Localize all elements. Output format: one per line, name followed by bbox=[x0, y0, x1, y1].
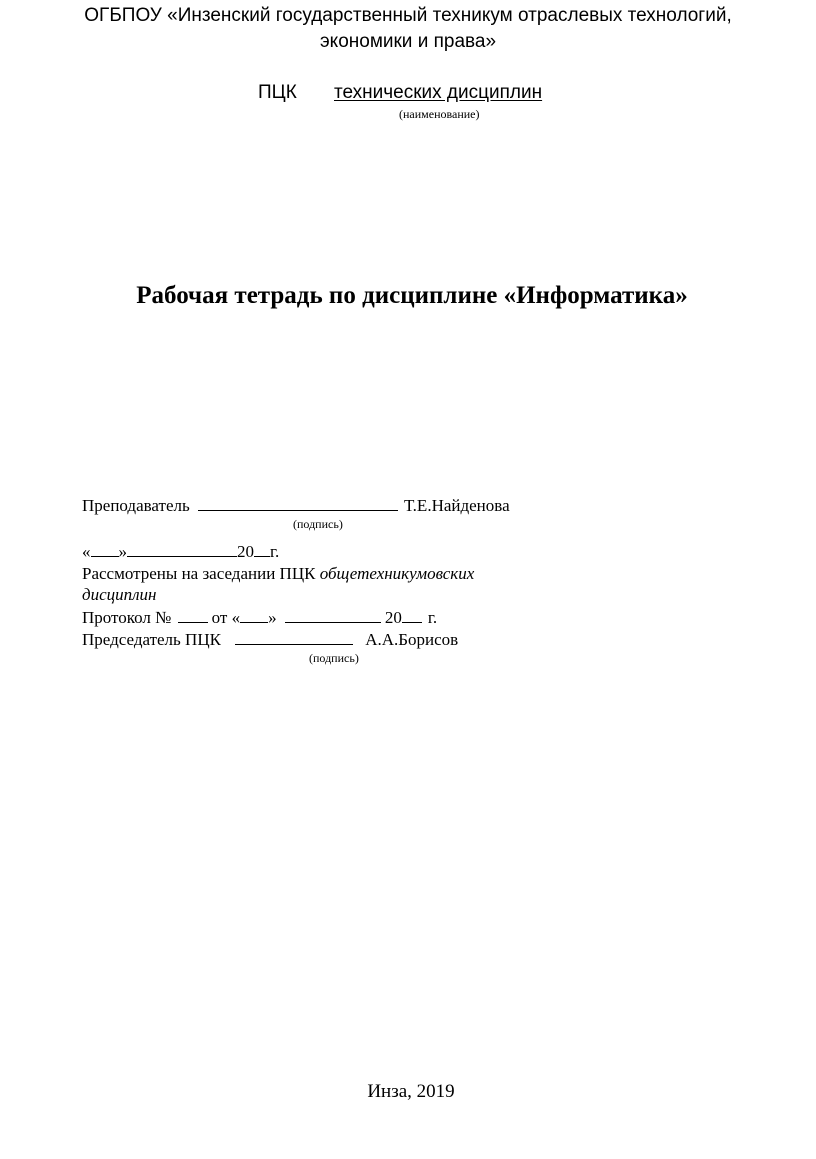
pck-name: технических дисциплин bbox=[334, 82, 543, 103]
pck-row bbox=[258, 81, 543, 105]
protocol-from: от « bbox=[211, 608, 241, 627]
chair-name: А.А.Борисов bbox=[365, 630, 459, 649]
chair-line bbox=[82, 629, 458, 650]
teacher-signature-caption: (подпись) bbox=[293, 517, 343, 531]
date-line bbox=[82, 541, 279, 562]
organization-line-2: экономики и права» bbox=[319, 31, 497, 52]
protocol-year-prefix: 20 bbox=[384, 608, 402, 627]
chair-signature-caption: (подпись) bbox=[309, 651, 359, 665]
teacher-signature-blank bbox=[198, 495, 398, 511]
protocol-year-suffix: г. bbox=[427, 608, 438, 627]
protocol-day-blank bbox=[240, 607, 268, 623]
date-year-prefix: 20 bbox=[237, 542, 254, 561]
considered-prefix: Рассмотрены на заседании ПЦК bbox=[82, 564, 316, 583]
considered-committee: общетехникумовских bbox=[319, 564, 475, 583]
protocol-label: Протокол № bbox=[82, 608, 172, 627]
date-month-blank bbox=[127, 541, 237, 557]
protocol-line bbox=[82, 607, 437, 628]
date-year-blank bbox=[254, 541, 270, 557]
date-year-suffix: г. bbox=[270, 542, 280, 561]
chair-label: Председатель ПЦК bbox=[82, 630, 221, 649]
protocol-number-blank bbox=[178, 607, 208, 623]
protocol-year-blank bbox=[402, 607, 422, 623]
date-day-blank bbox=[91, 541, 119, 557]
considered-line bbox=[82, 563, 474, 584]
name-caption: (наименование) bbox=[399, 107, 480, 121]
teacher-name: Т.Е.Найденова bbox=[404, 496, 510, 515]
teacher-line bbox=[82, 495, 510, 516]
considered-committee-cont: дисциплин bbox=[82, 585, 157, 604]
chair-signature-blank bbox=[235, 629, 353, 645]
date-close-quote: » bbox=[118, 542, 127, 561]
pck-label: ПЦК bbox=[258, 82, 297, 103]
organization-line-1: ОГБПОУ «Инзенский государственный техникум отраслевых технологий, bbox=[84, 5, 732, 26]
teacher-label: Преподаватель bbox=[82, 496, 190, 515]
protocol-month-blank bbox=[285, 607, 381, 623]
city-year: Инза, 2019 bbox=[367, 1081, 455, 1102]
protocol-close-quote: » bbox=[268, 608, 277, 627]
date-open-quote: « bbox=[82, 542, 91, 561]
page-title: Рабочая тетрадь по дисциплине «Информатика» bbox=[136, 282, 688, 309]
